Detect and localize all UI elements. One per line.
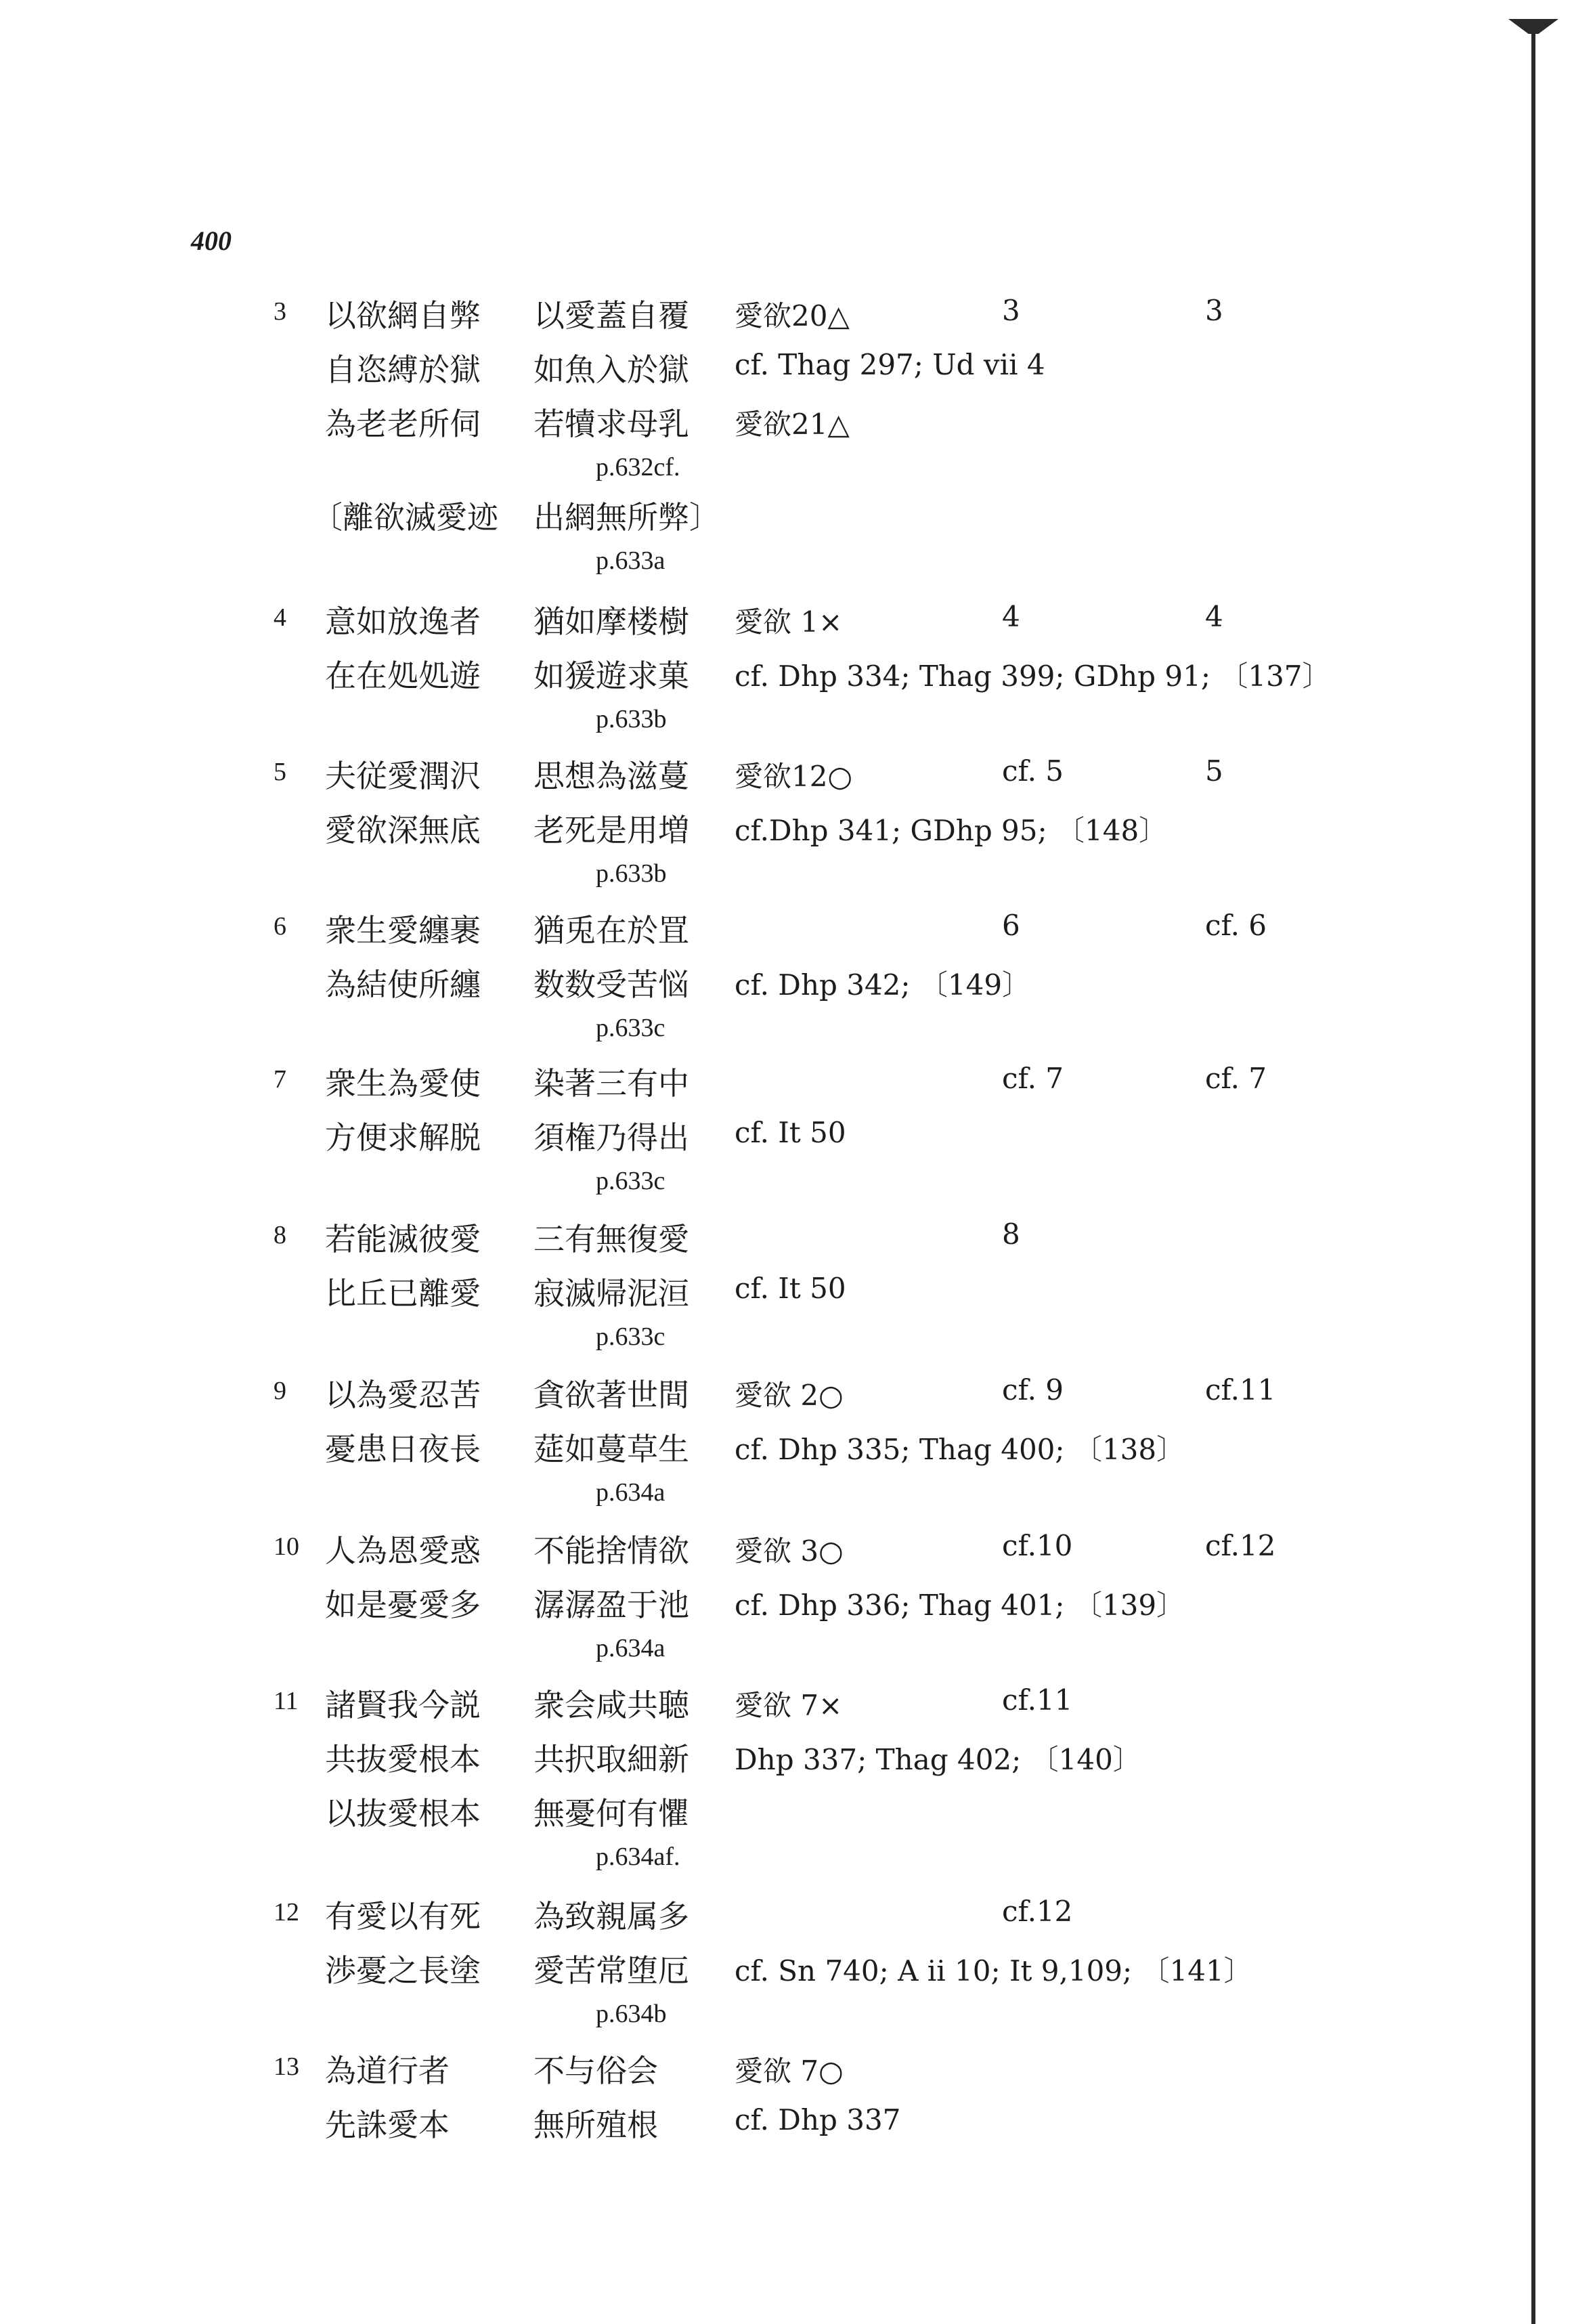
verse-line (0, 344, 1572, 398)
column-ref-a: cf.12 (1002, 1895, 1073, 1928)
verse-line (0, 492, 1572, 546)
column-ref-a: 8 (1002, 1218, 1020, 1251)
verse-half-1: 渉憂之長塗 (325, 1952, 481, 1989)
page-reference-row (0, 1013, 1572, 1052)
verse-line (0, 1679, 1572, 1734)
verse-line (0, 1213, 1572, 1268)
verse-half-2: 如猨遊求菓 (533, 658, 689, 694)
verse-number: 3 (274, 297, 286, 326)
verse-line (0, 1112, 1572, 1166)
verse-half-2: 思想為滋蔓 (533, 758, 689, 794)
verse-line (0, 804, 1572, 859)
verse-half-1: 有愛以有死 (325, 1898, 481, 1935)
verse-half-2: 猶兎在於罝 (533, 912, 689, 949)
verse-half-1: 以欲網自弊 (325, 297, 481, 334)
verse-line (0, 290, 1572, 344)
parallel-reference: cf.Dhp 341; GDhp 95; 〔148〕 (735, 814, 1168, 847)
column-ref-b: 3 (1205, 294, 1223, 327)
parallel-reference: cf. Dhp 337 (735, 2103, 901, 2136)
verse-half-2: 須権乃得出 (533, 1119, 689, 1156)
page-reference-row (0, 1633, 1572, 1673)
verse-half-2: 寂滅帰泥洹 (533, 1275, 689, 1312)
verse-line (0, 1734, 1572, 1788)
verse-number: 7 (274, 1065, 286, 1094)
page-reference: p.633c (596, 1167, 665, 1195)
verse-line (0, 1423, 1572, 1478)
verse-number: 9 (274, 1377, 286, 1405)
parallel-reference: cf. Dhp 335; Thag 400; 〔138〕 (735, 1433, 1185, 1466)
page-reference: p.633c (596, 1322, 665, 1351)
page-number: 400 (191, 225, 232, 256)
verse-line (0, 398, 1572, 452)
column-ref-a: 3 (1002, 294, 1020, 327)
verse-line (0, 1945, 1572, 1999)
verse-line (0, 750, 1572, 804)
page-reference: p.634a (596, 1634, 665, 1662)
column-ref-b: cf. 7 (1205, 1062, 1267, 1095)
verse-half-1: 以為愛忍苦 (325, 1377, 481, 1413)
verse-line (0, 1058, 1572, 1112)
page-reference-row (0, 704, 1572, 744)
verse-entry (0, 1525, 1572, 1673)
parallel-reference: cf. It 50 (735, 1272, 846, 1305)
verse-half-2: 如魚入於獄 (533, 351, 689, 388)
parallel-reference: 愛欲 7× (735, 1689, 843, 1722)
verse-half-2: 愛苦常堕厄 (533, 1952, 689, 1989)
verse-half-2: 潺潺盈于池 (533, 1587, 689, 1623)
column-ref-a: 4 (1002, 600, 1020, 633)
verse-line (0, 596, 1572, 650)
verse-entry (0, 905, 1572, 1052)
verse-half-2: 以愛蓋自覆 (533, 297, 689, 334)
verse-half-1: 比丘已離愛 (325, 1275, 481, 1312)
parallel-reference: 愛欲 7○ (735, 2054, 844, 2088)
verse-line (0, 1579, 1572, 1633)
parallel-reference: Dhp 337; Thag 402; 〔140〕 (735, 1743, 1141, 1776)
verse-half-1: 共抜愛根本 (325, 1741, 481, 1778)
parallel-reference: cf. Sn 740; A ii 10; It 9,109; 〔141〕 (735, 1954, 1252, 1987)
page-reference: p.633c (596, 1014, 665, 1042)
verse-line (0, 905, 1572, 959)
verse-half-2: 老死是用増 (533, 812, 689, 848)
verse-half-1: 方便求解脱 (325, 1119, 481, 1156)
verse-half-1: 若能滅彼愛 (325, 1221, 481, 1257)
verse-entry (0, 596, 1572, 744)
verse-half-1: 為老老所伺 (325, 406, 481, 442)
verse-number: 10 (274, 1532, 299, 1561)
verse-entry (0, 2045, 1572, 2153)
verse-line (0, 1788, 1572, 1842)
page-reference-row (0, 1999, 1572, 2038)
verse-entry (0, 1679, 1572, 1881)
verse-half-1: 如是憂愛多 (325, 1587, 481, 1623)
verse-half-2: 為致親属多 (533, 1898, 689, 1935)
verse-number: 4 (274, 603, 286, 632)
column-ref-a: cf. 5 (1002, 754, 1064, 788)
verse-half-1: 衆生為愛使 (325, 1065, 481, 1102)
column-ref-b: 4 (1205, 600, 1223, 633)
verse-half-1: 愛欲深無底 (325, 812, 481, 848)
verse-half-2: 莚如蔓草生 (533, 1431, 689, 1467)
page-reference-row (0, 1322, 1572, 1361)
verse-number: 5 (274, 758, 286, 786)
parallel-reference: cf. Dhp 336; Thag 401; 〔139〕 (735, 1589, 1185, 1622)
column-ref-b: cf.11 (1205, 1373, 1276, 1406)
verse-half-2: 共択取細新 (533, 1741, 689, 1778)
verse-half-2: 若犢求母乳 (533, 406, 689, 442)
column-ref-a: cf.11 (1002, 1683, 1073, 1717)
verse-half-1: 諸賢我今説 (325, 1687, 481, 1723)
page-reference: p.633a (596, 546, 665, 575)
verse-entry (0, 750, 1572, 898)
page-reference: p.634af. (596, 1843, 680, 1871)
verse-entry (0, 1058, 1572, 1205)
verse-line (0, 650, 1572, 704)
verse-half-2: 無所殖根 (533, 2107, 658, 2143)
verse-half-1: 先誅愛本 (325, 2107, 450, 2143)
verse-half-2: 衆会咸共聴 (533, 1687, 689, 1723)
page-reference: p.633b (596, 705, 667, 733)
parallel-reference: 愛欲20△ (735, 299, 850, 332)
verse-half-1: 意如放逸者 (325, 603, 481, 640)
parallel-reference: cf. Thag 297; Ud vii 4 (735, 348, 1045, 381)
parallel-reference: 愛欲 1× (735, 605, 843, 639)
verse-line (0, 2045, 1572, 2099)
column-ref-b: 5 (1205, 754, 1223, 788)
verse-half-1: 在在処処遊 (325, 658, 481, 694)
verse-number: 13 (274, 2052, 299, 2081)
verse-number: 8 (274, 1221, 286, 1249)
parallel-reference: 愛欲12○ (735, 760, 853, 793)
page-reference-row (0, 1842, 1572, 1881)
verse-half-2: 数数受苦悩 (533, 966, 689, 1003)
page-reference-row (0, 452, 1572, 492)
page-reference-row (0, 1478, 1572, 1517)
verse-half-2: 貪欲著世間 (533, 1377, 689, 1413)
page-reference-row (0, 859, 1572, 898)
parallel-reference: cf. It 50 (735, 1116, 846, 1149)
verse-half-2: 出網無所弊〕 (533, 499, 720, 536)
verse-half-2: 染著三有中 (533, 1065, 689, 1102)
verse-entry (0, 1369, 1572, 1517)
verse-number: 12 (274, 1898, 299, 1927)
verse-line (0, 1268, 1572, 1322)
verse-half-2: 猶如摩楼樹 (533, 603, 689, 640)
column-ref-b: cf. 6 (1205, 909, 1267, 942)
parallel-reference: 愛欲 3○ (735, 1534, 844, 1568)
verse-number: 6 (274, 912, 286, 941)
column-ref-a: cf.10 (1002, 1529, 1073, 1562)
verse-entry (0, 1213, 1572, 1361)
column-ref-a: cf. 9 (1002, 1373, 1064, 1406)
verse-half-1: 夫従愛潤沢 (325, 758, 481, 794)
column-ref-a: cf. 7 (1002, 1062, 1064, 1095)
page-reference-row (0, 546, 1572, 585)
verse-half-1: 自恣縛於獄 (325, 351, 481, 388)
verse-line (0, 1369, 1572, 1423)
parallel-reference: 愛欲21△ (735, 408, 850, 441)
parallel-reference: cf. Dhp 334; Thag 399; GDhp 91; 〔137〕 (735, 660, 1331, 693)
verse-half-1: 為道行者 (325, 2052, 450, 2089)
verse-line (0, 1525, 1572, 1579)
verse-entry (0, 290, 1572, 585)
verse-half-2: 不与俗会 (533, 2052, 658, 2089)
parallel-reference: 愛欲 2○ (735, 1379, 844, 1412)
verse-number: 11 (274, 1687, 299, 1715)
verse-half-2: 無憂何有懼 (533, 1795, 689, 1832)
page-reference: p.633b (596, 859, 667, 888)
verse-half-1: 為結使所纏 (325, 966, 481, 1003)
verse-line (0, 1891, 1572, 1945)
page-reference: p.634b (596, 2000, 667, 2028)
column-ref-a: 6 (1002, 909, 1020, 942)
verse-entry (0, 1891, 1572, 2038)
verse-half-1: 以抜愛根本 (325, 1795, 481, 1832)
page-reference-row (0, 1166, 1572, 1205)
column-ref-b: cf.12 (1205, 1529, 1276, 1562)
verse-half-1: 衆生愛纏裹 (325, 912, 481, 949)
page-reference: p.634a (596, 1478, 665, 1507)
verse-half-1: 憂患日夜長 (325, 1431, 481, 1467)
verse-line (0, 2099, 1572, 2153)
page-reference: p.632cf. (596, 453, 680, 481)
verse-half-2: 三有無復愛 (533, 1221, 689, 1257)
verse-half-1: 人為恩愛惑 (325, 1532, 481, 1569)
verse-line (0, 959, 1572, 1013)
verse-half-1: 〔離欲滅愛迹 (311, 499, 498, 536)
verse-half-2: 不能捨情欲 (533, 1532, 689, 1569)
parallel-reference: cf. Dhp 342; 〔149〕 (735, 968, 1031, 1002)
